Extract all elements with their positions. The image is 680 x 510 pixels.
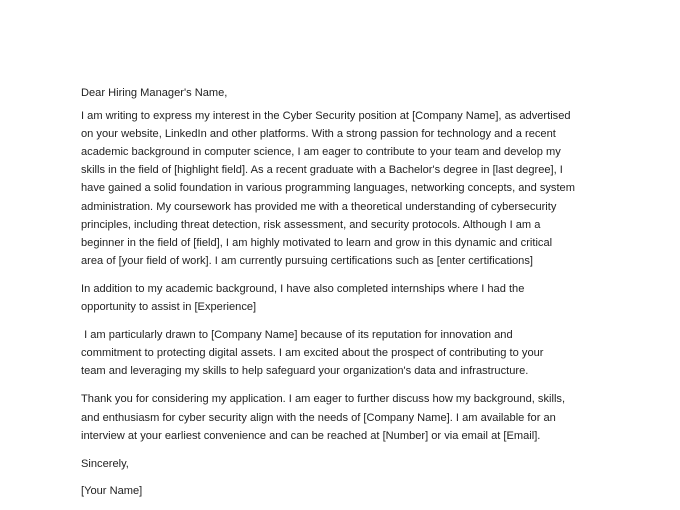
paragraph-line: commitment to protecting digital assets. I am excited about the prospect of contributing to your xyxy=(81,347,544,360)
closing: Sincerely, xyxy=(81,457,129,470)
salutation: Dear Hiring Manager's Name, xyxy=(81,87,228,99)
body-paragraph-1 xyxy=(81,107,601,270)
signature: [Your Name] xyxy=(81,484,143,497)
paragraph-line: In addition to my academic background, I have also completed internships where I had the xyxy=(81,282,525,295)
paragraph-line: beginner in the field of [field], I am highly motivated to learn and grow in this dynamic and critical xyxy=(81,236,553,249)
paragraph-line: interview at your earliest convenience and can be reached at [Number] or via email at [Email]. xyxy=(81,429,541,442)
paragraph-line: I am particularly drawn to [Company Name] because of its reputation for innovation and xyxy=(81,329,513,342)
paragraph-line: academic background in computer science, I am eager to contribute to your team and develop my xyxy=(81,146,561,159)
body-paragraph-2 xyxy=(81,280,601,316)
paragraph-line: area of [your field of work]. I am currently pursuing certifications such as [enter certifications] xyxy=(81,254,533,267)
body-paragraph-4 xyxy=(81,390,601,444)
paragraph-line: principles, including threat detection, risk assessment, and security protocols. Although I am a xyxy=(81,218,541,231)
paragraph-line: team and leveraging my skills to help safeguard your organization's data and infrastructure. xyxy=(81,365,529,378)
paragraph-line: I am writing to express my interest in the Cyber Security position at [Company Name], as advertised xyxy=(81,110,571,123)
paragraph-line: administration. My coursework has provided me with a theoretical understanding of cybersecurity xyxy=(81,200,557,213)
paragraph-line: skills in the field of [highlight field]. As a recent graduate with a Bachelor's degree in [last degree], I xyxy=(81,164,563,177)
paragraph-line: have gained a solid foundation in various programming languages, networking concepts, and system xyxy=(81,182,575,195)
cover-letter xyxy=(81,84,601,510)
paragraph-line: Thank you for considering my application. I am eager to further discuss how my background, skills, xyxy=(81,393,566,406)
paragraph-line: and enthusiasm for cyber security align with the needs of [Company Name]. I am available for an xyxy=(81,411,556,424)
paragraph-line: on your website, LinkedIn and other platforms. With a strong passion for technology and a recent xyxy=(81,128,556,141)
body-paragraph-3 xyxy=(81,326,601,380)
paragraph-line: opportunity to assist in [Experience] xyxy=(81,301,257,314)
